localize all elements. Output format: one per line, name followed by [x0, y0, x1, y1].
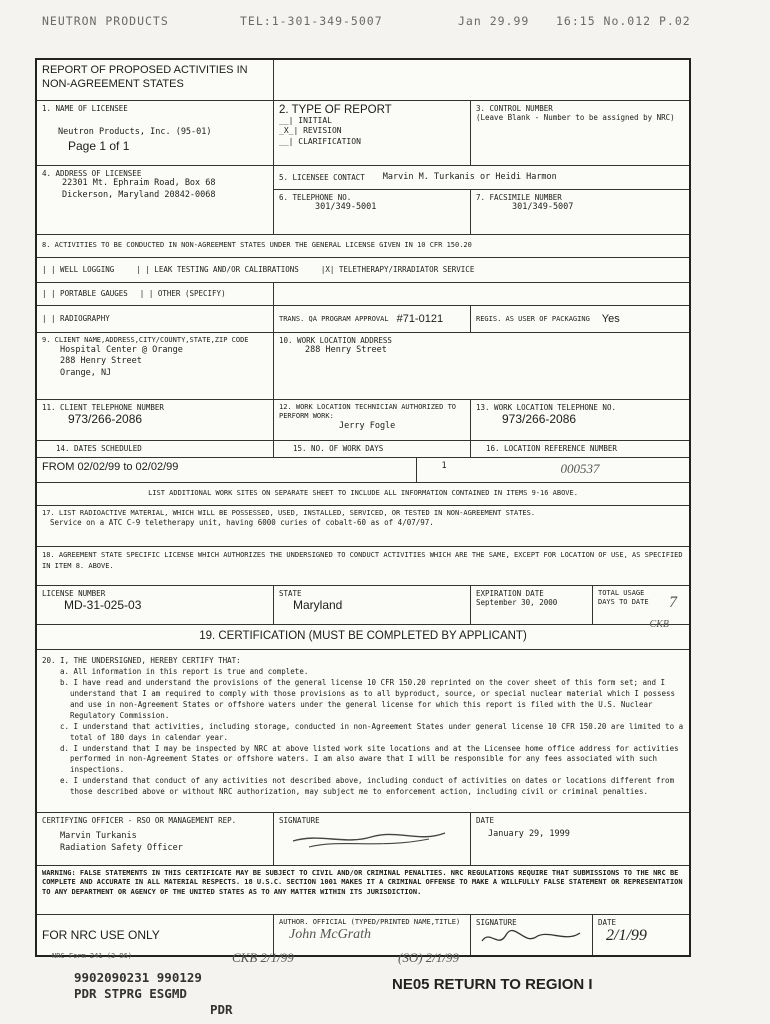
licensee-contact: Marvin M. Turkanis or Heidi Harmon	[382, 171, 557, 182]
page-count: Page 1 of 1	[68, 138, 130, 153]
field-6: 6. TELEPHONE NO. 301/349-5001	[274, 190, 471, 234]
certification-title: 19. CERTIFICATION (MUST BE COMPLETED BY APPLICANT) CKB	[199, 619, 669, 642]
nrc-official: AUTHOR. OFFICIAL (TYPED/PRINTED NAME,TITLE) John McGrath	[274, 915, 471, 955]
field-1: 1. NAME OF LICENSEE Neutron Products, Inc. (95-01) Page 1 of 1	[37, 101, 274, 165]
field-17: 17. LIST RADIOACTIVE MATERIAL, WHICH WILL BE POSSESSED, USED, INSTALLED, SERVICED, OR TESTED IN NON-AGREEMENT STATES. Service on a ATC C-9 teletherapy unit, having 6000 curies of cobalt-60 as of 4/07/97.	[42, 509, 536, 527]
leak-testing-check: | | LEAK TESTING AND/OR CALIBRATIONS	[136, 265, 299, 275]
licensee-name: Neutron Products, Inc. (95-01)	[58, 127, 212, 138]
portable-gauges-check: | | PORTABLE GAUGES	[42, 289, 128, 299]
field-8-row2	[37, 283, 274, 305]
field-15: 1	[441, 461, 447, 471]
field-7: 7. FACSIMILE NUMBER 301/349-5007	[476, 193, 574, 213]
nrc-date: DATE 2/1/99	[598, 918, 647, 945]
field-14: FROM 02/02/99 to 02/02/99	[37, 458, 417, 482]
field-8-row3	[37, 306, 274, 332]
radiography-check: | | RADIOGRAPHY	[42, 314, 110, 324]
fax-time: 16:15 No.012 P.02	[556, 14, 691, 28]
field-3: 3. CONTROL NUMBER (Leave Blank - Number to be assigned by NRC)	[476, 104, 675, 123]
nrc-signature: SIGNATURE	[471, 915, 593, 955]
fax-date: Jan 29.99	[458, 14, 530, 28]
fax-tel: TEL:1-301-349-5007	[240, 14, 383, 28]
officer-signature: SIGNATURE	[274, 813, 471, 865]
field-2: 2. TYPE OF REPORT __| INITIAL _X_| REVISION __| CLARIFICATION	[274, 101, 471, 165]
well-logging-check: | | WELL LOGGING	[42, 265, 115, 275]
field-5: 5. LICENSEE CONTACT Marvin M. Turkanis or Heidi Harmon	[274, 166, 689, 190]
form-title: REPORT OF PROPOSED ACTIVITIES IN NON-AGREEMENT STATES	[42, 64, 248, 91]
handwritten-date: (SO) 2/1/99	[398, 950, 460, 965]
license-number: LICENSE NUMBER MD-31-025-03	[37, 586, 274, 624]
field-9: 9. CLIENT NAME,ADDRESS,CITY/COUNTY,STATE,ZIP CODE Hospital Center @ Orange 288 Henry Street Orange, NJ	[37, 333, 274, 399]
field-8-row1	[37, 258, 689, 282]
nrc-use-only: FOR NRC USE ONLY	[37, 915, 274, 955]
fax-sender: NEUTRON PRODUCTS	[42, 14, 169, 28]
trans-qa: TRANS. QA PROGRAM APPROVAL #71-0121	[274, 306, 471, 332]
handwritten-initials: CKB 2/1/99	[232, 950, 294, 965]
field-4: 4. ADDRESS OF LICENSEE 22301 Mt. Ephraim Road, Box 68 Dickerson, Maryland 20842-0068	[37, 166, 274, 234]
total-usage-days: TOTAL USAGE DAYS TO DATE 7	[598, 589, 677, 611]
field-13: 13. WORK LOCATION TELEPHONE NO. 973/266-2086	[476, 403, 616, 427]
list-note: LIST ADDITIONAL WORK SITES ON SEPARATE SHEET TO INCLUDE ALL INFORMATION CONTAINED IN ITEMS 9-16 ABOVE.	[148, 489, 578, 497]
form-title-cell	[37, 60, 274, 100]
field-20: 20. I, THE UNDERSIGNED, HEREBY CERTIFY THAT: a. All information in this report is true and complete. b. I have read and understand the provisions of the general license 10 CFR 150.20 reprinted on the cover sheet of this form set; and I understand that I am required to comply with those provisions as to all byproduct, source, or special nuclear material which I possess and use in non-Agreement States or offshore waters under the general license for which this report is filed with the U.S. Nuclear Regulatory Commission. c. I understand that activities, including storage, conducted in non-Agreement States under general license 10 CFR 150.20 are limited to a total of 180 days in calendar year. d. I understand that I may be inspected by NRC at above listed work site locations and at the Licensee home office address for activities performed in non-Agreement States or offshore waters. I am also aware that I will be responsible for any fees associated with such inspections. e. I understand that conduct of any activities not described above, including conduct of activities on dates or locations different from those described above or without NRC authorization, may subject me to enforcement action, including civil or criminal penalties.	[42, 656, 684, 796]
report-initial: __| INITIAL	[279, 116, 332, 125]
pdr-label: PDR	[210, 1002, 233, 1017]
teletherapy-check: |X| TELETHERAPY/IRRADIATOR SERVICE	[320, 265, 475, 275]
license-state: STATE Maryland	[274, 586, 471, 624]
regis-packaging: REGIS. AS USER OF PACKAGING Yes	[476, 313, 620, 325]
nrc-form: REPORT OF PROPOSED ACTIVITIES IN NON-AGREEMENT STATES 1. NAME OF LICENSEE Neutron Products, Inc. (95-01) Page 1 of 1 2. TYPE OF REPORT __| INITIAL _X_| REVISION __| CLARIFICATION 3. CONTROL NUMBER (Leave Blank - Number to be assigned by NRC) 4. ADDRESS OF LICENSEE 22301 Mt. Ephraim Road, Box 68 Dickerson, Maryland 20842-0068 5. LICENSEE CONTACT Marvin M. Turkanis or Heidi Harmon 6. TELEPHONE NO. 301/349-5001 7. FACSIMILE NUMBER 301/349-5007 8. ACTIVITIES TO BE CONDUCTED IN NON-AGREEMENT STATES UNDER THE GENERAL LICENSE GIVEN IN 10 CFR 150.20 | | WELL LOGGING | | LEAK TESTING AND/OR CALIBRATIONS |X| TELETHERAPY/IRRADIATOR SERVICE | | PORTABLE GAUGES | | OTHER (SPECIFY) | | RADIOGRAPHY TRANS. QA PROGRAM APPROVAL #71-0121 REGIS. AS USER OF PACKAGING Yes 9. CLIENT NAME,ADDRESS,CITY/COUNTY,STATE,ZIP CODE Hospital Center @ Orange 288 Henry Street Orange, NJ 10. WORK LOCATION ADDRESS 288 Henry Street 11. CLIENT TELEPHONE NUMBER 973/266-2086 12. WORK LOCATION TECHNICIAN AUTHORIZED TO PERFORM WORK: Jerry Fogle 13. WORK LOCATION TELEPHONE NO. 973/266-2086 14. DATES SCHEDULED 15. NO. OF WORK DAYS 16. LOCATION REFERENCE NUMBER FROM 02/02/99 to 02/02/99 1 000537 LIST ADDITIONAL WORK SITES ON SEPARATE SHEET TO INCLUDE ALL INFORMATION CONTAINED IN ITEMS 9-16 ABOVE. 17. LIST RADIOACTIVE MATERIAL, WHICH WILL BE POSSESSED, USED, INSTALLED, SERVICED, OR TESTED IN NON-AGREEMENT STATES. Service on a ATC C-9 teletherapy unit, having 6000 curies of cobalt-60 as of 4/07/97. 18. AGREEMENT STATE SPECIFIC LICENSE WHICH AUTHORIZES THE UNDERSIGNED TO CONDUCT ACTIVITIES WHICH ARE THE SAME, EXCEPT FOR LOCATION OF USE, AS SPECIFIED IN ITEM 8. ABOVE. LICENSE NUMBER MD-31-025-03 STATE Maryland EXPIRATION DATE September 30, 2000 TOTAL USAGE DAYS TO DATE 7 19. CERTIFICATION (MUST BE COMPLETED BY APPLICANT) CKB 20. I, THE UNDERSIGNED, HEREBY CERTIFY THAT: a. All information in this report is true and complete. b. I have read and understand the provisions of the general license 10 CFR 150.20 reprinted on the cover sheet of this form set; and I understand that I am required to comply with those provisions as to all byproduct, source, or special nuclear material which I possess and use in non-Agreement States or offshore waters under the general license for which this report is filed with the U.S. Nuclear Regulatory Commission. c. I understand that activities, including storage, conducted in non-Agreement States under general license 10 CFR 150.20 are limited to a total of 180 days in calendar year. d. I understand that I may be inspected by NRC at above listed work site locations and at the Licensee home office address for activities performed in non-Agreement States or offshore waters. I am also aware that I will be responsible for any fees associated with such inspections. e. I understand that conduct of any activities not described above, including conduct of activities on dates or locations different from those described above or without NRC authorization, may subject me to enforcement action, including civil or criminal penalties. CERTIFYING OFFICER - RSO OR MANAGEMENT REP. Marvin Turkanis Radiation Safety Officer SIGNATURE DATE January 29, 1999 WARNING: FALSE STATEMENTS IN THIS CERTIFICATE MAY BE SUBJECT TO CIVIL AND/OR CRIMINAL PENALTIES. NRC REGULATIONS REQUIRE THAT SUBMISSIONS TO THE NRC BE COMPLETE AND ACCURATE IN ALL MATERIAL RESPECTS. 18 U.S.C. SECTION 1001 MAKES IT A CRIMINAL OFFENSE TO MAKE A WILLFULLY FALSE STATEMENT OR REPRESENTATION TO ANY DEPARTMENT OR AGENCY OF THE UNITED STATES AS TO ANY MATTER WITHIN ITS JURISDICTION. FOR NRC USE ONLY AUTHOR. OFFICIAL (TYPED/PRINTED NAME,TITLE) John McGrath SIGNATURE DATE 2/1/99	[35, 58, 691, 957]
field-18: 18. AGREEMENT STATE SPECIFIC LICENSE WHICH AUTHORIZES THE UNDERSIGNED TO CONDUCT ACTIVITIES WHICH ARE THE SAME, EXCEPT FOR LOCATION OF USE, AS SPECIFIED IN ITEM 8. ABOVE.	[42, 551, 683, 571]
signature-scribble-icon	[279, 825, 449, 853]
officer-date: DATE January 29, 1999	[476, 816, 570, 840]
certifying-officer: CERTIFYING OFFICER - RSO OR MANAGEMENT REP. Marvin Turkanis Radiation Safety Officer	[37, 813, 274, 865]
field-8-header: 8. ACTIVITIES TO BE CONDUCTED IN NON-AGREEMENT STATES UNDER THE GENERAL LICENSE GIVEN IN 10 CFR 150.20	[42, 241, 472, 249]
field-12: 12. WORK LOCATION TECHNICIAN AUTHORIZED TO PERFORM WORK: Jerry Fogle	[274, 400, 471, 440]
form-number: NRC Form 241 (3-96)	[52, 952, 133, 960]
report-clarification: __| CLARIFICATION	[279, 136, 361, 146]
warning-text: WARNING: FALSE STATEMENTS IN THIS CERTIFICATE MAY BE SUBJECT TO CIVIL AND/OR CRIMINAL PENALTIES. NRC REGULATIONS REQUIRE THAT SUBMISSIONS TO THE NRC BE COMPLETE AND ACCURATE IN ALL MATERIAL RESPECTS. 18 U.S.C. SECTION 1001 MAKES IT A CRIMINAL OFFENSE TO MAKE A WILLFULLY FALSE STATEMENT OR REPRESENTATION TO ANY DEPARTMENT OR AGENCY OF THE UNITED STATES AS TO ANY MATTER WITHIN ITS JURISDICTION.	[42, 869, 683, 896]
return-to-region: NE05 RETURN TO REGION I	[392, 976, 593, 993]
report-revision: _X_| REVISION	[279, 126, 342, 136]
expiration-date: EXPIRATION DATE September 30, 2000	[471, 586, 593, 624]
document-number: 9902090231 990129	[74, 970, 202, 985]
field-10: 10. WORK LOCATION ADDRESS 288 Henry Street	[279, 336, 392, 356]
nrc-signature-scribble-icon	[476, 927, 586, 951]
field-11: 11. CLIENT TELEPHONE NUMBER 973/266-2086	[37, 400, 274, 440]
field-16: 000537	[560, 461, 600, 476]
other-check: | | OTHER (SPECIFY)	[139, 289, 226, 299]
pdr-line: PDR STPRG ESGMD	[74, 986, 187, 1001]
